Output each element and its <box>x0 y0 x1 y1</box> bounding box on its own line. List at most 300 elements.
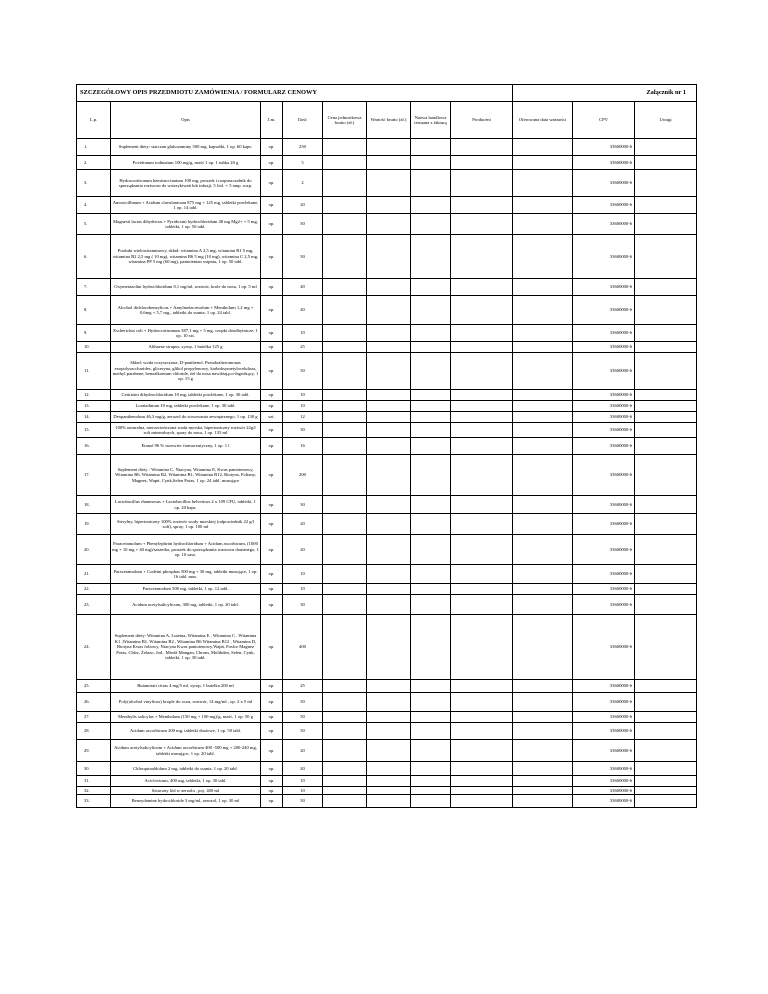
row-lp: 18. <box>77 496 111 514</box>
row-trade-name <box>411 514 451 535</box>
table-row <box>77 723 697 740</box>
row-unit: op. <box>261 235 283 279</box>
row-description: Paracetamolum 500 mg, tabletki, 1 op. 12 tabl. <box>111 584 261 595</box>
row-expiry-date <box>513 565 573 584</box>
row-gross-value <box>367 615 411 680</box>
row-description: Benzydamine hydrochloride 3 mg/ml, aerozol, 1 op. 30 ml <box>111 795 261 808</box>
row-description: 100% naturalna, nierozcieńczona woda morska, hipertoniczny roztwór 22g/l soli mineralnych, spray do nosa, 1 op. 135 ml <box>111 423 261 438</box>
row-description: Hydrocortisonum hemisuccinatum 100 mg, proszek i rozpuszczalnik do sporządzania roztworu do wstrzykiwań lub infuzji, 5 fiol. + 5 amp. rozp. <box>111 170 261 197</box>
header-ilosc: Ilość <box>283 102 323 139</box>
row-lp: 29. <box>77 740 111 762</box>
row-trade-name <box>411 712 451 723</box>
row-trade-name <box>411 423 451 438</box>
row-quantity: 20 <box>283 514 323 535</box>
row-gross-value <box>367 214 411 235</box>
row-producer <box>451 170 513 197</box>
table-row <box>77 762 697 776</box>
row-expiry-date <box>513 279 573 296</box>
header-row <box>77 102 697 139</box>
row-notes <box>635 156 697 170</box>
row-gross-value <box>367 401 411 412</box>
row-producer <box>451 401 513 412</box>
row-expiry-date <box>513 296 573 325</box>
row-quantity: 250 <box>283 139 323 156</box>
row-unit: op. <box>261 565 283 584</box>
row-quantity: 50 <box>283 795 323 808</box>
row-unit: op. <box>261 795 283 808</box>
row-gross-value <box>367 390 411 401</box>
header-jm: J.m. <box>261 102 283 139</box>
row-unit: op. <box>261 595 283 615</box>
row-producer <box>451 296 513 325</box>
row-description: Acidum ascorbicum 200 mg, tabletki drażowe, 1 op. 50 tabl. <box>111 723 261 740</box>
row-unit-price <box>323 762 367 776</box>
row-quantity: 50 <box>283 235 323 279</box>
row-cpv: 33600000-6 <box>573 342 635 353</box>
row-description: Povidonum iodinatum 100 mg/g, maść 1 op. 1 tubka 20 g <box>111 156 261 170</box>
row-unit-price <box>323 712 367 723</box>
table-row <box>77 214 697 235</box>
row-quantity: 20 <box>283 740 323 762</box>
row-unit: op. <box>261 776 283 787</box>
row-description: Sztuczny lód w aerozlu , poj. 400 ml <box>111 787 261 795</box>
row-lp: 11. <box>77 353 111 390</box>
row-cpv: 33600000-6 <box>573 565 635 584</box>
row-unit-price <box>323 353 367 390</box>
row-notes <box>635 514 697 535</box>
table-row <box>77 353 697 390</box>
row-description: Althaeae sirupus, syrop, 1 butelka 125 g <box>111 342 261 353</box>
row-description: Etanol 96 % surowiec farmaceutyczny, 1 op. 1 l <box>111 438 261 455</box>
row-producer <box>451 712 513 723</box>
row-expiry-date <box>513 762 573 776</box>
row-expiry-date <box>513 156 573 170</box>
annex-label: Załącznik nr 1 <box>513 85 697 102</box>
row-quantity: 2 <box>283 170 323 197</box>
row-gross-value <box>367 584 411 595</box>
row-quantity: 20 <box>283 535 323 565</box>
row-description: Amoxicillinum + Acidum clavulanicum 875 mg + 125 mg, tabletki powlekane, 1 op. 14 tabl. <box>111 197 261 214</box>
row-gross-value <box>367 342 411 353</box>
row-notes <box>635 535 697 565</box>
row-unit-price <box>323 170 367 197</box>
row-unit-price <box>323 795 367 808</box>
table-row <box>77 235 697 279</box>
row-gross-value <box>367 565 411 584</box>
row-trade-name <box>411 565 451 584</box>
table-row <box>77 296 697 325</box>
row-gross-value <box>367 496 411 514</box>
row-gross-value <box>367 156 411 170</box>
row-expiry-date <box>513 723 573 740</box>
header-data: Oferowana data ważności <box>513 102 573 139</box>
row-expiry-date <box>513 595 573 615</box>
row-quantity: 10 <box>283 776 323 787</box>
table-row <box>77 795 697 808</box>
row-cpv: 33600000-6 <box>573 795 635 808</box>
row-notes <box>635 438 697 455</box>
row-expiry-date <box>513 455 573 496</box>
row-trade-name <box>411 762 451 776</box>
row-quantity: 10 <box>283 390 323 401</box>
table-row <box>77 565 697 584</box>
row-unit: op. <box>261 514 283 535</box>
row-unit: op. <box>261 279 283 296</box>
row-notes <box>635 296 697 325</box>
row-description: Loratadinum 10 mg, tabletki powlekane, 1 op. 30 tabl. <box>111 401 261 412</box>
row-trade-name <box>411 776 451 787</box>
table-row <box>77 787 697 795</box>
row-description: Produkt wielowitaminowy, skład: witamina A 2,5 mg, witamian B1 5 mg, witamina B2 2,5 mg ( 10 mg), witamina B6 5 mg (10 mg), witamina C 2,5 mg, witamina PP 5 mg (60 mg), pantotenian wapnia, 1 op. 50 tabl. <box>111 235 261 279</box>
row-trade-name <box>411 787 451 795</box>
title-row <box>77 85 697 102</box>
row-lp: 15. <box>77 423 111 438</box>
row-unit: op. <box>261 615 283 680</box>
row-gross-value <box>367 680 411 693</box>
row-producer <box>451 342 513 353</box>
row-expiry-date <box>513 423 573 438</box>
row-quantity: 25 <box>283 680 323 693</box>
row-lp: 9. <box>77 325 111 342</box>
row-unit-price <box>323 197 367 214</box>
row-gross-value <box>367 139 411 156</box>
row-lp: 25. <box>77 680 111 693</box>
row-quantity: 50 <box>283 353 323 390</box>
row-trade-name <box>411 412 451 423</box>
order-form-sheet <box>76 84 696 808</box>
row-producer <box>451 740 513 762</box>
row-cpv: 33600000-6 <box>573 762 635 776</box>
row-trade-name <box>411 139 451 156</box>
row-gross-value <box>367 740 411 762</box>
row-unit: op. <box>261 535 283 565</box>
row-quantity: 10 <box>283 401 323 412</box>
row-description: Alcohol dichlorobenzylicus + Amylmetacresolum + Mentholum 1,2 mg + 0,6mg + 5,7 mg., tabletki do ssania, 1 op. 24 tabl. <box>111 296 261 325</box>
row-trade-name <box>411 438 451 455</box>
row-unit: op. <box>261 680 283 693</box>
row-lp: 13. <box>77 401 111 412</box>
row-unit: op. <box>261 740 283 762</box>
row-expiry-date <box>513 390 573 401</box>
row-gross-value <box>367 787 411 795</box>
row-notes <box>635 680 697 693</box>
row-gross-value <box>367 197 411 214</box>
row-unit: op. <box>261 401 283 412</box>
row-unit: op. <box>261 787 283 795</box>
row-cpv: 33600000-6 <box>573 693 635 712</box>
row-lp: 26. <box>77 693 111 712</box>
row-cpv: 33600000-6 <box>573 740 635 762</box>
row-lp: 20. <box>77 535 111 565</box>
row-cpv: 33600000-6 <box>573 712 635 723</box>
row-unit-price <box>323 342 367 353</box>
row-notes <box>635 615 697 680</box>
row-trade-name <box>411 740 451 762</box>
table-row <box>77 680 697 693</box>
row-gross-value <box>367 170 411 197</box>
row-expiry-date <box>513 712 573 723</box>
row-expiry-date <box>513 214 573 235</box>
row-cpv: 33600000-6 <box>573 279 635 296</box>
table-row <box>77 401 697 412</box>
row-unit-price <box>323 693 367 712</box>
row-description: Oxymetazolini hydrochloridum 0,1 mg/ml, roztwór, krole do nosa, 1 op. 5 ml <box>111 279 261 296</box>
row-notes <box>635 565 697 584</box>
row-unit: op. <box>261 353 283 390</box>
row-gross-value <box>367 723 411 740</box>
row-expiry-date <box>513 740 573 762</box>
row-notes <box>635 139 697 156</box>
row-lp: 21. <box>77 565 111 584</box>
header-cpv: CPV <box>573 102 635 139</box>
table-row <box>77 776 697 787</box>
row-producer <box>451 214 513 235</box>
row-lp: 19. <box>77 514 111 535</box>
row-trade-name <box>411 401 451 412</box>
row-unit-price <box>323 496 367 514</box>
row-lp: 27. <box>77 712 111 723</box>
row-lp: 1. <box>77 139 111 156</box>
table-row <box>77 693 697 712</box>
row-description: Skład: woda oczyszczona, D-panthenol, Pseudoalteromonas exopolysaccharides, gliceryna, glikol propylenowy, karboksymetyloceluloza, methyl parabene, benzalkonium chloride, żel do nosa nawilżająco-łagodzący, 1 op. 15 g <box>111 353 261 390</box>
row-unit-price <box>323 584 367 595</box>
row-gross-value <box>367 535 411 565</box>
row-unit: op. <box>261 584 283 595</box>
table-row <box>77 423 697 438</box>
row-unit-price <box>323 740 367 762</box>
row-expiry-date <box>513 353 573 390</box>
row-expiry-date <box>513 342 573 353</box>
row-gross-value <box>367 455 411 496</box>
row-producer <box>451 325 513 342</box>
row-cpv: 33600000-6 <box>573 535 635 565</box>
row-expiry-date <box>513 680 573 693</box>
row-lp: 6. <box>77 235 111 279</box>
row-lp: 31. <box>77 776 111 787</box>
table-row <box>77 156 697 170</box>
row-trade-name <box>411 353 451 390</box>
row-gross-value <box>367 296 411 325</box>
row-cpv: 33600000-6 <box>573 401 635 412</box>
row-gross-value <box>367 423 411 438</box>
row-producer <box>451 595 513 615</box>
row-quantity: 50 <box>283 712 323 723</box>
row-quantity: 5 <box>283 156 323 170</box>
row-quantity: 20 <box>283 197 323 214</box>
row-gross-value <box>367 712 411 723</box>
row-cpv: 33600000-6 <box>573 423 635 438</box>
row-expiry-date <box>513 795 573 808</box>
row-lp: 5. <box>77 214 111 235</box>
row-notes <box>635 740 697 762</box>
row-cpv: 33600000-6 <box>573 615 635 680</box>
row-unit: op. <box>261 455 283 496</box>
header-cena: Cena jednostkowa brutto (zł.) <box>323 102 367 139</box>
row-lp: 24. <box>77 615 111 680</box>
row-notes <box>635 401 697 412</box>
row-producer <box>451 156 513 170</box>
row-producer <box>451 139 513 156</box>
row-cpv: 33600000-6 <box>573 723 635 740</box>
row-expiry-date <box>513 325 573 342</box>
row-unit: op. <box>261 762 283 776</box>
header-nazwa: Nazwa handlowa testuana z fakturą <box>411 102 451 139</box>
row-trade-name <box>411 279 451 296</box>
row-lp: 14. <box>77 412 111 423</box>
row-description: Butamirati citras 4 mg/5 ml, syrop, 1 butelka 200 ml <box>111 680 261 693</box>
row-notes <box>635 723 697 740</box>
row-quantity: 20 <box>283 762 323 776</box>
table-row <box>77 170 697 197</box>
row-cpv: 33600000-6 <box>573 170 635 197</box>
row-expiry-date <box>513 197 573 214</box>
row-notes <box>635 325 697 342</box>
row-cpv: 33600000-6 <box>573 438 635 455</box>
row-cpv: 33600000-6 <box>573 496 635 514</box>
row-lp: 10. <box>77 342 111 353</box>
row-unit: op. <box>261 296 283 325</box>
row-producer <box>451 584 513 595</box>
row-description: Suplement diety : Witamina C, Niacyna, Witamina E, Kwas pantotenowy, Witamina B6, Witamina B2, Witamina B1, Witamina B12, Biotyna, Foliany, Magnez, Wapń, Cynk,Selen Potas, 1 op. 24 tabl. musujące <box>111 455 261 496</box>
row-expiry-date <box>513 787 573 795</box>
row-unit: op. <box>261 723 283 740</box>
row-unit-price <box>323 214 367 235</box>
table-row <box>77 139 697 156</box>
row-unit-price <box>323 139 367 156</box>
row-quantity: 400 <box>283 615 323 680</box>
row-description: Suplement diety: Witamina A, Luteina, Witamina E , Witamina C , Witamina K1 ,Witamina B1, Witamina B2 , Witamina B6 Witamina B12 , Witamina D, Biotyna Kwas foliowy, Niacyna Kwas pantotenowy,Wapń, Fosfor Magnez Potas, Chlor, Żelazo, Jod , Miedź Mangan, Chrom, Molibden, Selen, Cynk, tabletki, 1 op. 30 tabl. <box>111 615 261 680</box>
row-description: Acidum acetylsalicylicum + Acidum ascorbicum 400 -500 mg + 200-240 mg, tabletki musujące, 1 op. 20 tabl. <box>111 740 261 762</box>
row-notes <box>635 455 697 496</box>
row-cpv: 33600000-6 <box>573 595 635 615</box>
row-producer <box>451 412 513 423</box>
row-notes <box>635 390 697 401</box>
row-quantity: 200 <box>283 455 323 496</box>
row-producer <box>451 235 513 279</box>
row-gross-value <box>367 235 411 279</box>
table-row <box>77 615 697 680</box>
row-producer <box>451 680 513 693</box>
row-trade-name <box>411 325 451 342</box>
row-gross-value <box>367 693 411 712</box>
row-quantity: 40 <box>283 279 323 296</box>
row-quantity: 16 <box>283 438 323 455</box>
row-producer <box>451 565 513 584</box>
row-gross-value <box>367 595 411 615</box>
row-unit-price <box>323 776 367 787</box>
row-expiry-date <box>513 235 573 279</box>
row-gross-value <box>367 325 411 342</box>
row-unit: op. <box>261 693 283 712</box>
table-row <box>77 438 697 455</box>
header-wartosc: Wartość brutto (zł.) <box>367 102 411 139</box>
row-notes <box>635 712 697 723</box>
row-unit: op. <box>261 390 283 401</box>
row-description: Menthylis salicylas + Mentholum (150 mg + 100 mg)/g, maść, 1 op. 50 g <box>111 712 261 723</box>
row-description: Cetirizini dihydrochloridum 10 mg, tabletki powlekane, 1 op. 30 tabl. <box>111 390 261 401</box>
table-row <box>77 496 697 514</box>
row-lp: 30. <box>77 762 111 776</box>
row-description: Suplement diety: siarczan glukozaminy 500 mg, kapsułki, 1 op. 60 kaps. <box>111 139 261 156</box>
header-producent: Producent <box>451 102 513 139</box>
header-lp: L.p. <box>77 102 111 139</box>
row-unit-price <box>323 401 367 412</box>
row-unit-price <box>323 535 367 565</box>
row-expiry-date <box>513 615 573 680</box>
row-description: Chlorquinaldolum 2 mg, tabletki do ssania, 1 op. 20 tabl. <box>111 762 261 776</box>
row-notes <box>635 235 697 279</box>
table-row <box>77 584 697 595</box>
row-lp: 22. <box>77 584 111 595</box>
row-cpv: 33600000-6 <box>573 197 635 214</box>
row-unit-price <box>323 438 367 455</box>
row-gross-value <box>367 279 411 296</box>
row-unit: szt. <box>261 412 283 423</box>
row-quantity: 10 <box>283 325 323 342</box>
table-row <box>77 279 697 296</box>
row-description: Acidum acetylsalicylicum, 300 mg, tabletki, 1 op. 20 tabl. <box>111 595 261 615</box>
row-gross-value <box>367 514 411 535</box>
row-lp: 16. <box>77 438 111 455</box>
row-cpv: 33600000-6 <box>573 412 635 423</box>
row-trade-name <box>411 214 451 235</box>
row-trade-name <box>411 693 451 712</box>
row-unit: op. <box>261 197 283 214</box>
row-quantity: 40 <box>283 296 323 325</box>
row-trade-name <box>411 615 451 680</box>
row-notes <box>635 595 697 615</box>
row-expiry-date <box>513 535 573 565</box>
row-quantity: 50 <box>283 214 323 235</box>
row-unit-price <box>323 514 367 535</box>
row-cpv: 33600000-6 <box>573 139 635 156</box>
table-row <box>77 342 697 353</box>
row-trade-name <box>411 342 451 353</box>
row-producer <box>451 353 513 390</box>
row-cpv: 33600000-6 <box>573 390 635 401</box>
row-producer <box>451 390 513 401</box>
row-description: Dexpanthenolum 46,3 mg/g, aerozol do stosowania zewnętrznego, 1 op. 130 g <box>111 412 261 423</box>
row-unit-price <box>323 423 367 438</box>
row-producer <box>451 455 513 496</box>
row-gross-value <box>367 438 411 455</box>
row-notes <box>635 584 697 595</box>
row-gross-value <box>367 776 411 787</box>
row-notes <box>635 776 697 787</box>
row-quantity: 50 <box>283 723 323 740</box>
row-cpv: 33600000-6 <box>573 214 635 235</box>
row-lp: 8. <box>77 296 111 325</box>
row-quantity: 10 <box>283 787 323 795</box>
row-producer <box>451 776 513 787</box>
row-trade-name <box>411 390 451 401</box>
table-row <box>77 514 697 535</box>
row-unit-price <box>323 723 367 740</box>
row-cpv: 33600000-6 <box>573 787 635 795</box>
row-producer <box>451 693 513 712</box>
table-row <box>77 712 697 723</box>
row-unit-price <box>323 565 367 584</box>
row-unit: op. <box>261 214 283 235</box>
row-producer <box>451 197 513 214</box>
row-unit-price <box>323 156 367 170</box>
row-quantity: 30 <box>283 595 323 615</box>
row-trade-name <box>411 235 451 279</box>
row-gross-value <box>367 353 411 390</box>
row-lp: 12. <box>77 390 111 401</box>
row-description: Magnesii lactas dihydricus + Pyridoxini hydrochloridum 48 mg Mg2+ + 5 mg, tabletki, 1 op. 50 tabl. <box>111 214 261 235</box>
row-unit-price <box>323 787 367 795</box>
